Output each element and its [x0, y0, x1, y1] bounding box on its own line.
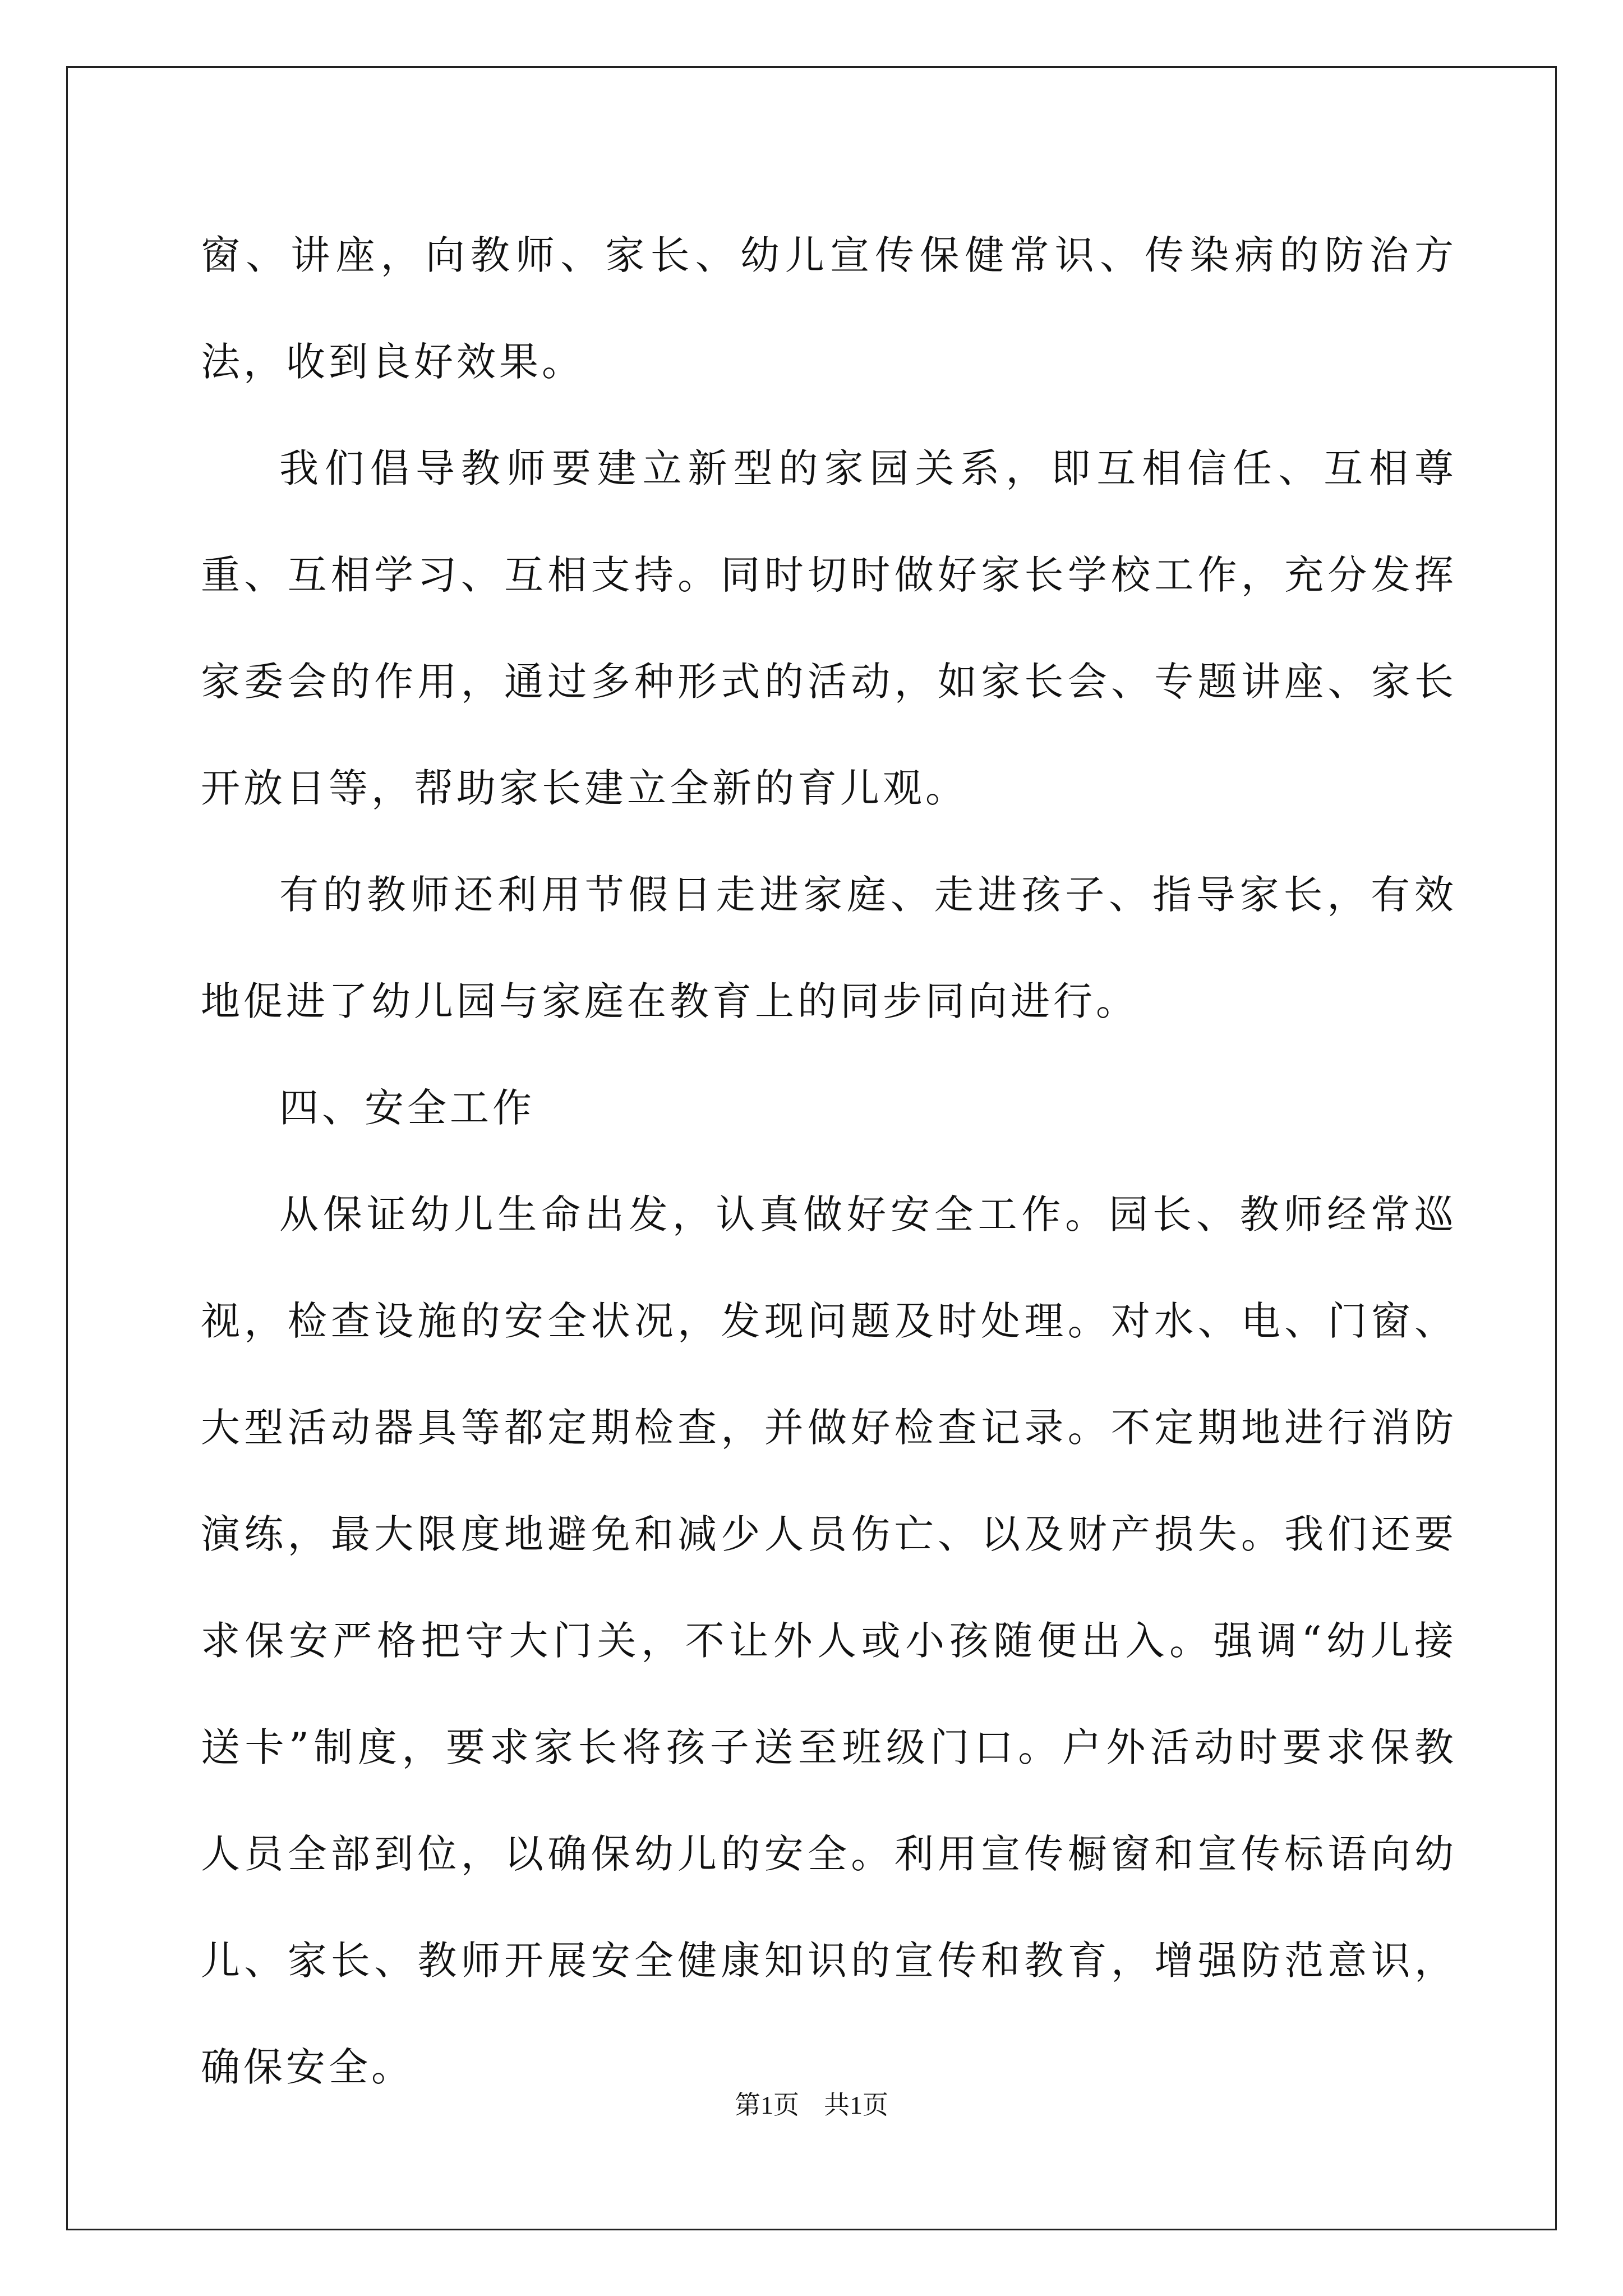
page-footer: [0, 2085, 1623, 2122]
document-body: [201, 202, 1457, 2120]
paragraph-4: 从保证幼儿生命出发，认真做好安全工作。园长、教师经常巡视，检查设施的安全状况，发现问题及时处理。对水、电、门窗、大型活动器具等都定期检查，并做好检查记录。不定期地进行消防演练，最大限度地避免和减少人员伤亡、以及财产损失。我们还要求保安严格把守大门关，不让外人或小孩随便出入。强调“幼儿接送卡”制度，要求家长将孩子送至班级门口。户外活动时要求保教人员全部到位，以确保幼儿的安全。利用宣传橱窗和宣传标语向幼儿、家长、教师开展安全健康知识的宣传和教育，增强防范意识，确保安全。: [201, 1191, 1457, 2090]
section-heading: 四、安全工作: [279, 1085, 535, 1131]
paragraph-3: 有的教师还利用节假日走进家庭、走进孩子、指导家长，有效地促进了幼儿园与家庭在教育上的同步同向进行。: [201, 872, 1457, 1024]
paragraph-1: 窗、讲座，向教师、家长、幼儿宣传保健常识、传染病的防治方法，收到良好效果。: [201, 232, 1457, 385]
page-number: 第1页: [735, 2091, 799, 2119]
paragraph-2: 我们倡导教师要建立新型的家园关系，即互相信任、互相尊重、互相学习、互相支持。同时切时做好家长学校工作，充分发挥家委会的作用，通过多种形式的活动，如家长会、专题讲座、家长开放日等，帮助家长建立全新的育儿观。: [201, 445, 1457, 811]
page-total: 共1页: [824, 2091, 888, 2119]
